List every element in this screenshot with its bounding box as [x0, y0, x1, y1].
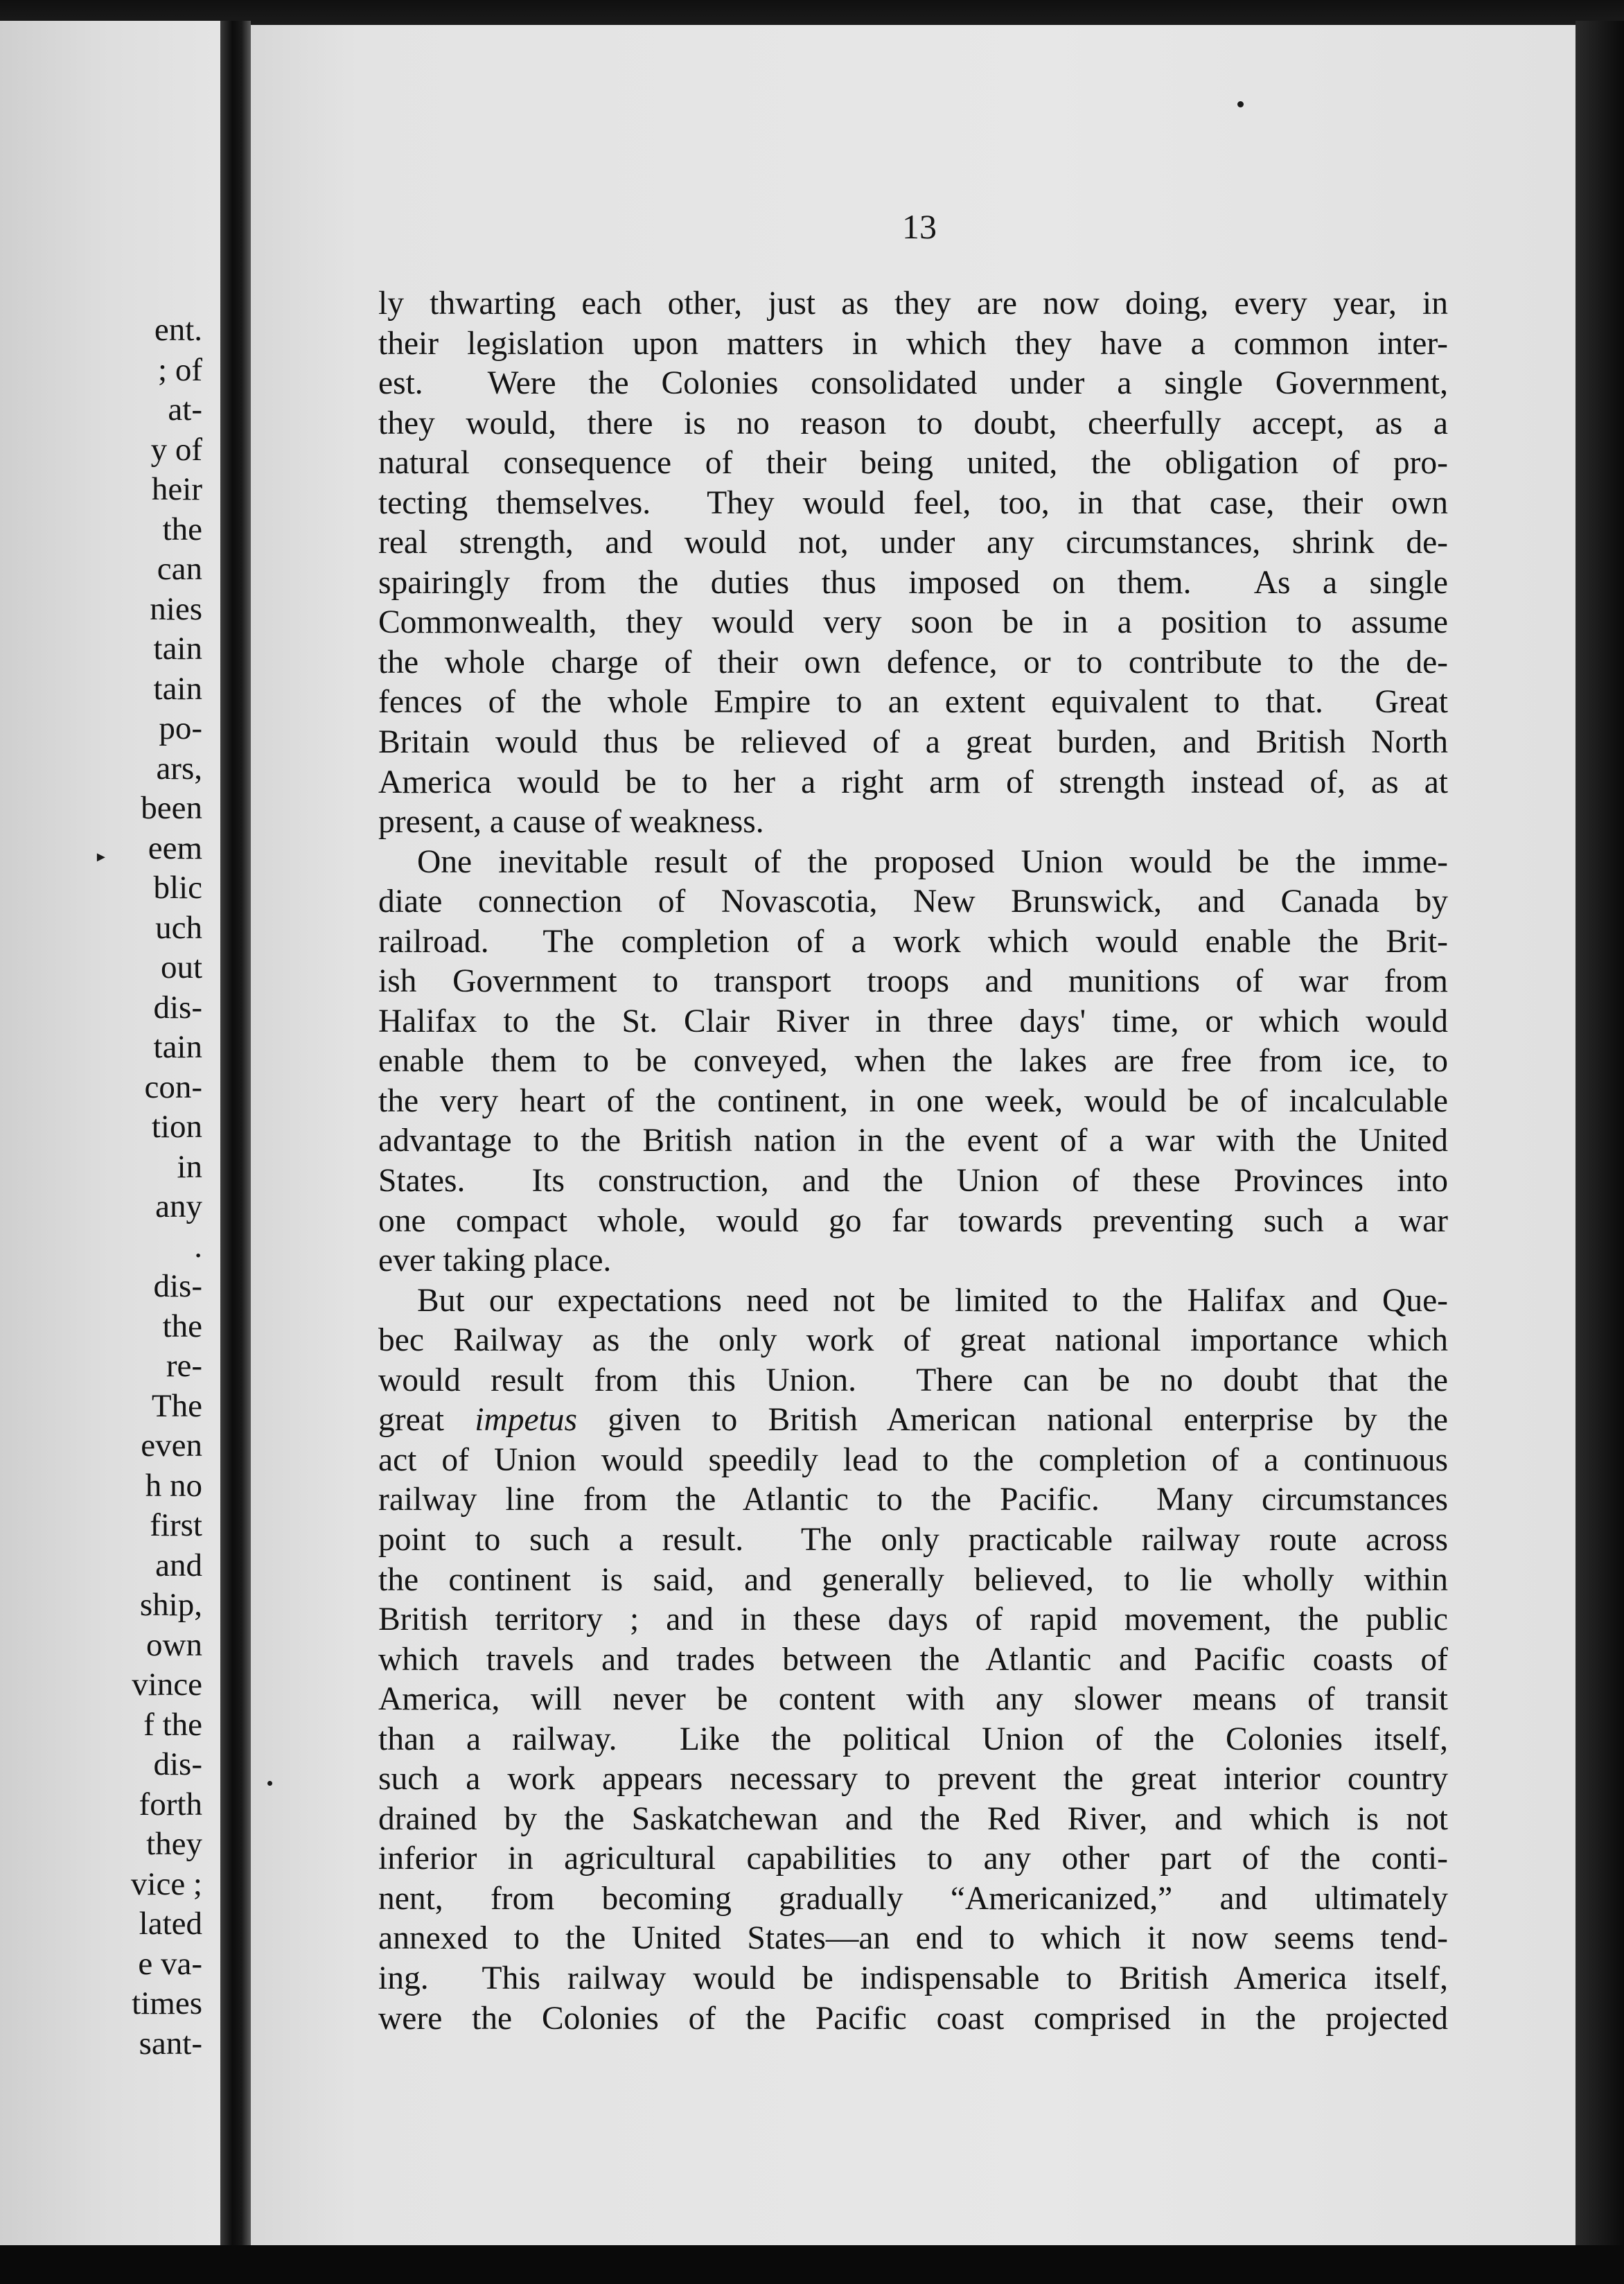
text-line: the whole charge of their own defence, or to contribute to the de- — [378, 644, 1448, 680]
left-page-fragment: and — [155, 1547, 202, 1583]
text-line: British territory ; and in these days of rapid movement, the public — [378, 1601, 1448, 1638]
left-page-fragment: tion — [151, 1109, 202, 1145]
left-page-fragment: own — [146, 1626, 202, 1663]
text-line: Commonwealth, they would very soon be in a position to assume — [378, 604, 1448, 641]
ink-speck — [267, 1781, 272, 1786]
text-line: But our expectations need not be limited to the Halifax and Que- — [417, 1282, 1448, 1319]
left-page-fragment: been — [141, 790, 202, 826]
left-page-fragment: the — [162, 511, 202, 547]
left-page-fragment: ars, — [156, 750, 202, 787]
left-page-fragment-column — [22, 310, 202, 2064]
text-line: railroad. The completion of a work which would enable the Brit- — [378, 923, 1448, 960]
text-line: diate connection of Novascotia, New Brunswick, and Canada by — [378, 884, 1448, 920]
left-page-fragment: eem — [148, 829, 202, 866]
left-page-fragment: tain — [153, 1029, 202, 1065]
left-page-fragment: ship, — [139, 1587, 202, 1623]
left-page-fragment: nies — [150, 590, 202, 627]
left-page-fragment: po- — [159, 710, 202, 746]
text-line: would result from this Union. There can be no doubt that the — [378, 1362, 1448, 1398]
text-line: ing. This railway would be indispensable to British America itself, — [378, 1960, 1448, 1996]
text-line: the very heart of the continent, in one week, would be of incalculable — [378, 1082, 1448, 1119]
left-page-fragment: ; of — [158, 351, 202, 388]
left-page — [0, 21, 220, 2245]
left-page-fragment: sant- — [139, 2025, 202, 2062]
text-line: bec Railway as the only work of great national importance which — [378, 1322, 1448, 1359]
body-text — [378, 284, 1448, 2039]
italic-term: impetus — [475, 1402, 578, 1439]
left-page-fragment: can — [157, 551, 202, 587]
text-line: natural consequence of their being united, the obligation of pro- — [378, 445, 1448, 482]
page-number: 13 — [902, 207, 937, 246]
text-line: annexed to the United States—an end to which it now seems tend- — [378, 1920, 1448, 1957]
text-line: spairingly from the duties thus imposed on them. As a single — [378, 564, 1448, 601]
text-run: great — [378, 1402, 475, 1439]
left-page-fragment: first — [150, 1507, 202, 1543]
left-page-fragment: heir — [151, 471, 202, 507]
text-line: present, a cause of weakness. — [378, 804, 764, 841]
text-line — [378, 1400, 1448, 1441]
left-page-fragment: the — [162, 1308, 202, 1344]
text-line: advantage to the British nation in the event of a war with the United — [378, 1123, 1448, 1159]
text-line: drained by the Saskatchewan and the Red River, and which is not — [378, 1800, 1448, 1837]
text-line: they would, there is no reason to doubt, cheerfully accept, as a — [378, 405, 1448, 441]
text-line: act of Union would speedily lead to the completion of a continuous — [378, 1441, 1448, 1478]
book-gutter — [220, 21, 251, 2245]
text-line: their legislation upon matters in which they have a common inter- — [378, 325, 1448, 362]
left-page-fragment: forth — [139, 1786, 202, 1822]
text-line: enable them to be conveyed, when the lakes are free from ice, to — [378, 1043, 1448, 1080]
text-line: real strength, and would not, under any circumstances, shrink de- — [378, 525, 1448, 561]
left-page-fragment: dis- — [153, 1746, 202, 1782]
left-page-fragment: vince — [132, 1667, 202, 1703]
text-line: ish Government to transport troops and munitions of war from — [378, 963, 1448, 1000]
left-page-fragment: they — [146, 1826, 202, 1862]
left-page-fragment: uch — [155, 909, 202, 946]
text-line: States. Its construction, and the Union of these Provinces into — [378, 1163, 1448, 1200]
left-page-fragment: y of — [150, 431, 202, 468]
ink-speck — [1237, 101, 1244, 107]
left-page-fragment: con- — [144, 1069, 202, 1105]
text-line: fences of the whole Empire to an extent equivalent to that. Great — [378, 684, 1448, 721]
left-page-fragment: h no — [145, 1467, 202, 1504]
left-page-fragment: at- — [168, 392, 202, 428]
left-page-fragment: The — [151, 1387, 202, 1424]
left-page-fragment: lated — [139, 1906, 202, 1942]
left-page-fragment: f the — [143, 1706, 202, 1743]
left-page-mark: ► — [94, 850, 108, 865]
text-line: est. Were the Colonies consolidated under a single Government, — [378, 365, 1448, 402]
left-page-fragment: vice ; — [130, 1865, 202, 1902]
text-line: than a railway. Like the political Union of the Colonies itself, — [378, 1721, 1448, 1757]
text-run: given to British American national enterprise by the — [577, 1402, 1449, 1439]
left-page-fragment: ent. — [154, 312, 202, 348]
left-page-fragment: tain — [153, 631, 202, 667]
scan-bottom-border — [0, 2245, 1624, 2284]
text-line: America would be to her a right arm of strength instead of, as at — [378, 764, 1448, 800]
left-page-fragment: e va- — [138, 1945, 202, 1982]
text-line: were the Colonies of the Pacific coast comprised in the projected — [378, 2000, 1448, 2037]
left-page-fragment: dis- — [153, 1268, 202, 1304]
text-line: railway line from the Atlantic to the Pacific. Many circumstances — [378, 1482, 1448, 1518]
text-line: Britain would thus be relieved of a great burden, and British North — [378, 724, 1448, 761]
text-line: America, will never be content with any slower means of transit — [378, 1681, 1448, 1718]
text-line: one compact whole, would go far towards preventing such a war — [378, 1202, 1448, 1239]
text-line: inferior in agricultural capabilities to any other part of the conti- — [378, 1841, 1448, 1877]
text-line: such a work appears necessary to prevent the great interior country — [378, 1761, 1448, 1798]
left-page-fragment: tain — [153, 670, 202, 707]
page-edge-shadow — [1576, 21, 1624, 2284]
left-page-fragment: re- — [166, 1348, 202, 1384]
text-line: the continent is said, and generally believed, to lie wholly within — [378, 1561, 1448, 1598]
text-line: Halifax to the St. Clair River in three days' time, or which would — [378, 1003, 1448, 1039]
text-line: which travels and trades between the Atlantic and Pacific coasts of — [378, 1641, 1448, 1678]
left-page-fragment: dis- — [153, 989, 202, 1026]
text-line: One inevitable result of the proposed Union would be the imme- — [417, 843, 1448, 880]
left-page-fragment: blic — [153, 870, 202, 906]
text-line: tecting themselves. They would feel, too, in that case, their own — [378, 484, 1448, 521]
left-page-fragment: in — [177, 1148, 202, 1185]
left-page-fragment: . — [194, 1228, 202, 1265]
text-line: nent, from becoming gradually “Americanized,” and ultimately — [378, 1880, 1448, 1917]
left-page-fragment: out — [160, 949, 202, 985]
text-line: ever taking place. — [378, 1242, 612, 1279]
text-line: point to such a result. The only practicable railway route across — [378, 1521, 1448, 1558]
left-page-fragment: times — [132, 1985, 202, 2021]
left-page-fragment: any — [155, 1188, 202, 1224]
text-line: ly thwarting each other, just as they are now doing, every year, in — [378, 286, 1448, 322]
left-page-fragment: even — [141, 1428, 202, 1464]
